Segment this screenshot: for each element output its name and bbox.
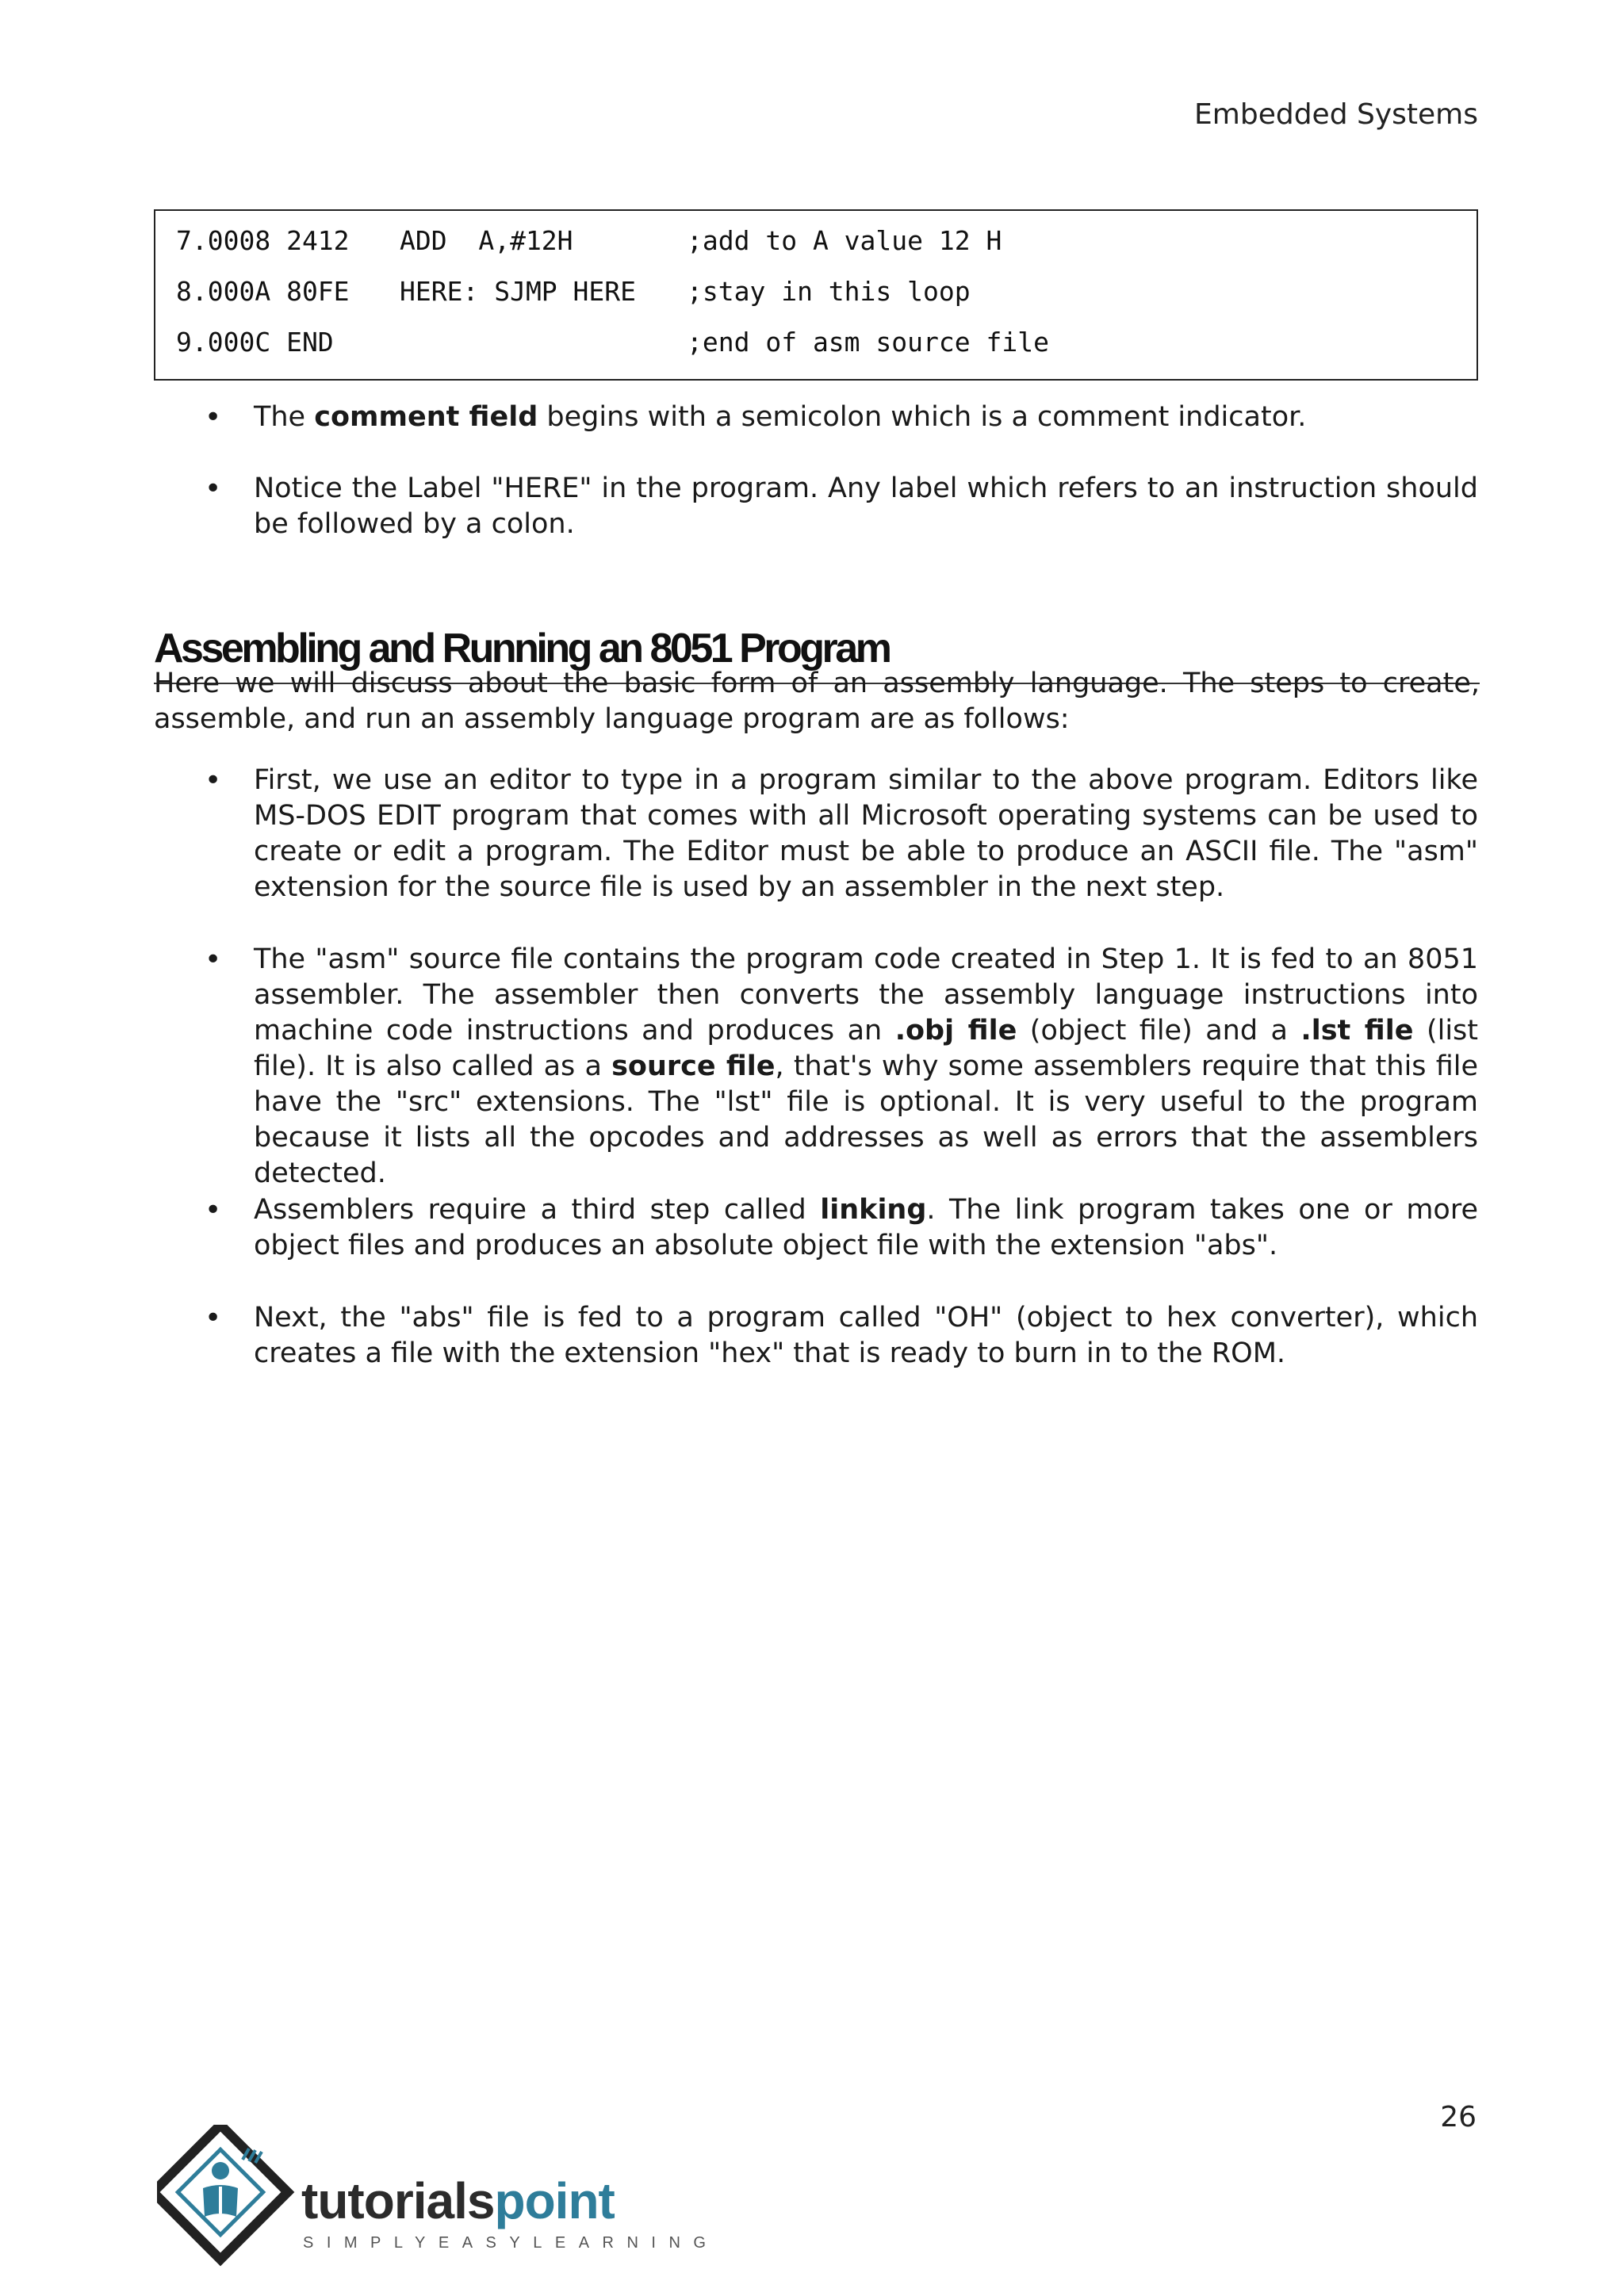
code-address: 8.000A 80FE — [176, 276, 350, 307]
bold-term: .lst file — [1300, 1015, 1414, 1047]
bullet-icon: • — [205, 764, 222, 797]
step-text: The "asm" source file contains the program code created in Step 1. It is fed to an 8051 assembler. The assembler then converts the assembly language instructions into machine code instructions and produces an .obj file (object file) and a .lst file (list file). It is also called as a source file, that's why some assemblers require that this file have the "src" extensions. The "lst" file is optional. It is very useful to the program because it lists all the opcodes and addresses as well as errors that the assemblers detected. — [254, 943, 1479, 1189]
bullet-icon: • — [205, 1194, 222, 1226]
intro-paragraph: Here we will discuss about the basic form of an assembly language. The steps to create, assemble, and run an assembly language program are as follows: — [154, 668, 1480, 735]
bullet-icon: • — [205, 1302, 222, 1334]
code-comment: ;add to A value 12 H — [687, 225, 1002, 256]
page-number: 26 — [1440, 2101, 1477, 2133]
code-comment: ;end of asm source file — [687, 327, 1049, 358]
note-text: Notice the Label "HERE" in the program. Any label which refers to an instruction should be followed by a colon. — [254, 473, 1478, 540]
code-instruction: HERE: SJMP HERE — [400, 276, 637, 307]
code-line — [176, 276, 971, 308]
tutorialspoint-logo — [157, 2125, 719, 2291]
step-text: First, we use an editor to type in a program similar to the above program. Editors like MS-DOS EDIT program that comes with all Microsoft operating systems can be used to create or edit a program. The Editor must be able to produce an ASCII file. The "asm" extension for the source file is used by an assembler in the next step. — [254, 764, 1478, 903]
bullet-icon: • — [205, 473, 222, 505]
code-comment: ;stay in this loop — [687, 276, 971, 307]
code-line — [176, 225, 1002, 257]
bold-term: .obj file — [894, 1015, 1017, 1047]
code-instruction: ADD A,#12H — [400, 225, 573, 256]
note-text: The comment field begins with a semicolon which is a comment indicator. — [254, 401, 1307, 433]
bold-term: source file — [611, 1050, 776, 1082]
bold-term: comment field — [314, 401, 538, 433]
code-block — [154, 209, 1478, 381]
section-title: Assembling and Running an 8051 Program — [154, 621, 1480, 684]
step-text: Next, the "abs" file is fed to a program called "OH" (object to hex converter), which creates a file with the extension "hex" that is ready to burn in to the ROM. — [254, 1302, 1478, 1369]
logo-diamond-icon — [157, 2125, 300, 2291]
code-line — [176, 327, 1049, 358]
step-text: Assemblers require a third step called linking. The link program takes one or more object files and produces an absolute object file with the extension "abs". — [254, 1194, 1478, 1261]
logo-tagline: SIMPLYEASYLEARNING — [303, 2234, 719, 2252]
code-address: 9.000C END — [176, 327, 334, 358]
bullet-icon: • — [205, 401, 222, 434]
running-header: Embedded Systems — [1194, 98, 1478, 131]
code-address: 7.0008 2412 — [176, 225, 350, 256]
logo-wordmark: tutorialspoint — [301, 2172, 615, 2229]
bullet-icon: • — [205, 943, 222, 976]
bold-term: linking — [820, 1194, 927, 1226]
